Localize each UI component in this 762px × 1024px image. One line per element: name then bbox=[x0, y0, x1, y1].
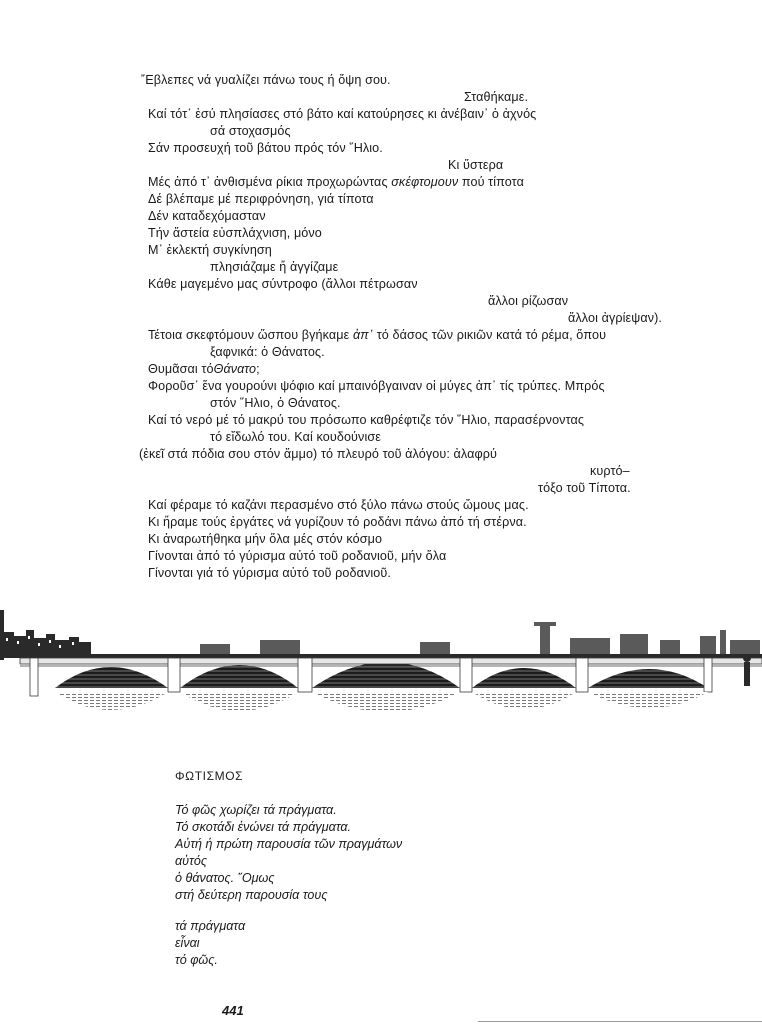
poem-line: Κι ἤραμε τούς ἐργάτες νά γυρίζουν τό ροδάνι πάνω ἀπό τή στέρνα. bbox=[148, 515, 527, 529]
poem-line-emphasis: ἀπ᾽ bbox=[352, 328, 374, 342]
poem-line: Καί τότ᾽ ἐσύ πλησίασες στό βάτο καί κατούρησες κι ἀνέβαιν᾽ ὁ ἀχνός bbox=[148, 107, 537, 121]
poem-line: ἄλλοι ρίζωσαν bbox=[488, 294, 569, 308]
poem-line bbox=[148, 174, 524, 191]
poem-line: τό φῶς. bbox=[175, 953, 218, 967]
poem-line: Γίνονται γιά τό γύρισμα αὐτό τοῦ ροδανιοῦ. bbox=[148, 566, 391, 580]
poem-line: (ἐκεῖ στά πόδια σου στόν ἄμμο) τό πλευρό τοῦ ἀλόγου: ἀλαφρύ bbox=[139, 447, 498, 461]
poem-line: Καί τό νερό μέ τό μακρύ του πρόσωπο καθρέφτιζε τόν ῞Ηλιο, παρασέρνοντας bbox=[148, 413, 585, 427]
poem-line: Μ᾽ ἐκλεκτή συγκίνηση bbox=[148, 243, 272, 257]
poem-title: ΦΩΤΙΣΜΟΣ bbox=[175, 769, 244, 783]
poem-line-part: ; bbox=[256, 362, 260, 376]
poem-line: Σταθήκαμε. bbox=[464, 90, 529, 104]
poem-line-part: τό δάσος τῶν ρικιῶν κατά τό ρέμα, ὅπου bbox=[376, 328, 607, 342]
poem-line: ῎Εβλεπες νά γυαλίζει πάνω τους ή ὄψη σου. bbox=[141, 73, 391, 87]
poem-line: Δέ βλέπαμε μέ περιφρόνηση, γιά τίποτα bbox=[148, 192, 374, 206]
poem-line: ἄλλοι ἀγρίεψαν). bbox=[568, 311, 662, 325]
poem-line: σά στοχασμός bbox=[210, 124, 291, 138]
poem-line: τό εἴδωλό του. Καί κουδούνισε bbox=[210, 430, 381, 444]
poem-line: Κι ἀναρωτήθηκα μήν ὅλα μές στόν κόσμο bbox=[148, 532, 383, 546]
poem-line: Σάν προσευχή τοῦ βάτου πρός τόν ῞Ηλιο. bbox=[148, 141, 383, 155]
poem-line: Φοροῦσ᾽ ἕνα γουρούνι ψόφιο καί μπαινόβγαιναν οἱ μύγες ἀπ᾽ τίς τρύπες. Μπρός bbox=[148, 379, 605, 393]
bridge-illustration-icon bbox=[0, 600, 762, 720]
poem-line: Κάθε μαγεμένο μας σύντροφο (ἄλλοι πέτρωσαν bbox=[148, 277, 418, 291]
poem-line-part: Μές ἀπό τ᾽ ἀνθισμένα ρίκια προχωρώντας bbox=[148, 175, 388, 189]
poem-line: Κι ὕστερα bbox=[448, 158, 504, 172]
poem-line: τόξο τοῦ Τίποτα. bbox=[538, 481, 631, 495]
poem-line: κυρτό– bbox=[590, 464, 630, 478]
poem-line: στόν ῞Ηλιο, ὁ Θάνατος. bbox=[210, 396, 341, 410]
poem-line: Γίνονται ἀπό τό γύρισμα αὐτό τοῦ ροδανιοῦ, μήν ὅλα bbox=[148, 549, 447, 563]
poem-line: Δέν καταδεχόμασταν bbox=[148, 209, 266, 223]
scan-edge-rule bbox=[478, 1021, 762, 1022]
poem-line: τά πράγματα bbox=[175, 919, 246, 933]
poem-line: Τό σκοτάδι ἑνώνει τά πράγματα. bbox=[175, 820, 352, 834]
poem-line-part: πού τίποτα bbox=[461, 175, 524, 189]
poem-line: Καί φέραμε τό καζάνι περασμένο στό ξύλο πάνω στούς ὤμους μας. bbox=[148, 498, 529, 512]
poem-line bbox=[148, 361, 260, 378]
poem-line: Τό φῶς χωρίζει τά πράγματα. bbox=[175, 803, 337, 817]
poem-line: στή δεύτερη παρουσία τους bbox=[175, 888, 328, 902]
page-number: 441 bbox=[222, 1003, 244, 1018]
poem-line: εἶναι bbox=[175, 936, 200, 950]
poem-line: Τήν ἄστεία εὐσπλάχνιση, μόνο bbox=[148, 226, 322, 240]
poem-line: Αὐτή ἡ πρώτη παρουσία τῶν πραγμάτων bbox=[175, 837, 403, 851]
poem-line: ὁ θάνατος. ῞Ομως bbox=[175, 871, 275, 885]
poem-line-part: Θυμᾶσαι τό bbox=[148, 362, 214, 376]
poem-line: αὐτός bbox=[175, 854, 207, 868]
poem-line-emphasis: σκέφτομουν bbox=[391, 175, 459, 189]
poem-line: ξαφνικά: ὁ Θάνατος. bbox=[210, 345, 325, 359]
poem-line-emphasis: Θάνατο bbox=[213, 362, 257, 376]
poem-line-part: Τέτοια σκεφτόμουν ὥσπου βγήκαμε bbox=[148, 328, 350, 342]
poem-line: πλησιάζαμε ἤ ἀγγίζαμε bbox=[210, 260, 339, 274]
poem-line bbox=[148, 327, 606, 344]
